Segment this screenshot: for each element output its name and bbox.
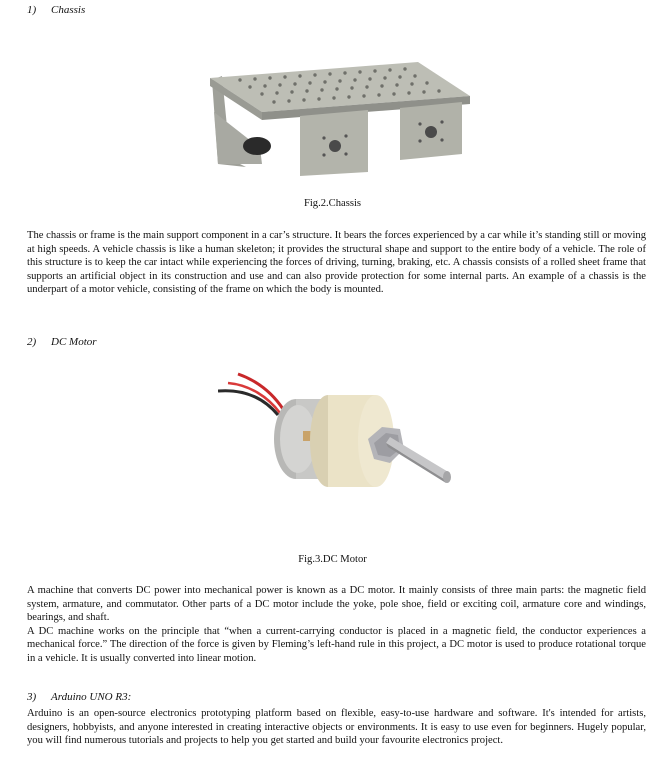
figure-caption-chassis: Fig.2.Chassis	[303, 198, 362, 209]
paragraph-text: Arduino is an open-source electronics prototyping platform based on flexible, easy-to-use hardware and software. It's intended for artists, designers, hobbyists, and anyone interested in creating interactive objects or environments. It is easy to use even for beginners. Hugely popular, you will find numerous tutorials and projects to help you get started and build your favourite electronics project.	[27, 708, 646, 747]
section-number: 1)	[27, 4, 37, 16]
section-title: Chassis	[51, 4, 86, 16]
paragraph-arduino	[27, 707, 646, 748]
section-number: 2)	[27, 336, 37, 348]
section-number: 3)	[27, 691, 37, 703]
section-title: DC Motor	[51, 336, 97, 348]
paragraph-text: The chassis or frame is the main support component in a car’s structure. It bears the forces experienced by a car while it’s standing still or moving at high speeds. A vehicle chassis is like a human skeleton; it provides the structural shape and support to the entire body of a vehicle. The role of this structure is to keep the car intact while experiencing the forces of driving, turning, braking, etc. A chassis consists of a rolled sheet frame that supports an artificial object in its construction and use and can also provide protection for some internal parts. An example of a chassis is the underpart of a motor vehicle, consisting of the frame on which the body is mounted.	[27, 230, 646, 296]
paragraph-dc-motor	[27, 584, 646, 666]
chassis-image	[200, 52, 475, 192]
dc-motor-image	[218, 369, 463, 530]
paragraph-text: A machine that converts DC power into mechanical power is known as a DC motor. It mainly consists of three main parts: the magnetic field system, armature, and commutator. Other parts of a DC motor include the yoke, pole shoe, field or exciting coil, armature core and windings, bearings, and shaft.	[27, 585, 646, 624]
section-heading-dc-motor	[27, 336, 97, 350]
section-heading-arduino	[27, 691, 131, 705]
dc-motor-figure	[218, 369, 463, 530]
chassis-figure	[200, 52, 475, 192]
figure-caption-dc-motor: Fig.3.DC Motor	[298, 554, 367, 565]
section-heading-chassis	[27, 4, 85, 18]
paragraph-text: A DC machine works on the principle that “when a current-carrying conductor is placed in a magnetic field, the conductor experiences a mechanical force.” The direction of the force is given by Fleming’s left-hand rule in this project, a DC motor is used to produce rotational torque in a vehicle. It is usually converted into linear motion.	[27, 625, 646, 664]
section-title: Arduino UNO R3:	[51, 691, 132, 703]
paragraph-chassis	[27, 229, 646, 297]
